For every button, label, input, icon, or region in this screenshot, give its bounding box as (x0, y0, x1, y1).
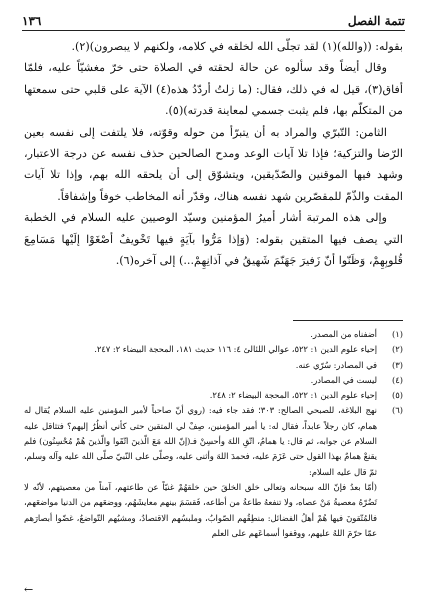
paragraph: الثامن: التّبرّي والمراد به أن يتبرّأ من حوله وقوّته، فلا يلتفت إلى نفسه بعين الرّضا والتزكية؛ فإذا تلا آيات الوعد ومدح الصالحين حذف نفسه عن درجة الاعتبار، وشهد فيها الموقنين والصّدّيقين، ويتشوّق إلى أن يلحقه الله بهم، وإذا تلا آيات المقت والذّمّ للمقصّرين شهد نفسه هناك، وقدّر أنه المخاطب خوفاً وإشفاقاً. (24, 125, 403, 203)
footnote-number: (٣) (392, 359, 403, 370)
footnote-number: (٤) (392, 374, 403, 385)
page-number: ١٣٦ (22, 14, 42, 28)
footnote (24, 327, 403, 342)
footnote-text: ليست في المصادر. (310, 374, 377, 385)
footnote (24, 342, 403, 357)
running-header (22, 10, 405, 31)
footnote-text: أضفناه من المصدر. (310, 329, 377, 339)
footnote-number: (١) (392, 329, 403, 339)
footnote-number: (٢) (392, 344, 403, 355)
footnote-divider (293, 320, 403, 321)
main-text (24, 36, 403, 271)
paragraph: بقوله: ((والله)(١) لقد تجلّى الله لخلقه في كلامه، ولكنهم لا يبصرون)(٢). (71, 40, 403, 53)
footnote-text: نهج البلاغة، للصبحي الصالح: ٣٠٣؛ فقد جاء فيه: (روي أنّ صاحباً لأمير المؤمنين عليه السلام يُقال له همام، كان رجلاً عابداً، فقال له: يا أمير المؤمنين، صِفْ لي المتقين حتى كأني أنظُرُ إليهم؟ فتثاقل عليه السلام عن جوابه، ثم قال: يا همامُ، اتّقِ اللهَ وأحسِنْ فـ(إنّ الله مَعَ الّذينَ اتّقَوا والّذينَ هُمْ مُحْسِنُون) فلم يقنعْ همامٌ بهذا القول حتى عَزَمَ عليه، فحمدَ اللهَ وأثنى عليه، وصلّى على النّبيّ صلّى الله عليه وآله وسلم، ثمّ قال عليه السلام: (24, 405, 377, 477)
footnote-quote: (أمّا بعدُ فإنّ الله سبحانه وتعالى خلق الخلقَ حين خلقهُمْ غنيّاً عن طاعتهم، آمناً من معصيتهم، لأنّه لا تَضُرّهُ معصيةُ مَنْ عصاه، ولا تنفعهُ طاعةُ من أطاعه، فَقسَمَ بينهم معايشَهُم، ووضعَهم من الدنيا مواضعَهم، فالمُتّقونَ فيها هُمْ أهلُ الفضائل: منطِقُهم الصّوابُ، وملبسُهم الاقتصادُ، ومشيُهم التّواضعُ، غضّوا أبصارَهم عمّا حرّمَ اللهُ عليهم، ووقفوا أسماعَهم على العلم (24, 481, 377, 538)
footnote-text: في المصادر: سُرّي عنه. (295, 359, 377, 370)
paragraph: وقال أيضاً وقد سألوه عن حالة لحقته في الصلاة حتى خرّ مغشيّاً عليه، فلمّا أفاق(٣)، قيل له في ذلك، فقال: (ما زلتُ أردّدُ هذه(٤) الآية على قلبي حتى سمعتها من المتكلّم بها، فلم يثبت جسمي لمعاينة قدرته)(٥). (24, 61, 403, 118)
footnotes (24, 320, 403, 541)
footnote (24, 358, 403, 373)
footnote-text: إحياء علوم الدين ١: ٥٢٢، المحجة البيضاء ٢: ٢٤٨. (209, 390, 377, 401)
continuation-arrow-icon: ← (24, 583, 34, 596)
footnote (24, 373, 403, 388)
paragraph: وإلى هذه المرتبة أشار أميرُ المؤمنين وسيّد الوصيين عليه السلام في الخطبة التي يصف فيها المتقين بقوله: (وَإذا مَرُّوا بآيَةٍ فيها تَخْويفٌ أصْغَوْا إلَيْها مَسَامِعَ قُلوبِهِمْ، وَظَنّوا أنّ زَفيرَ جَهَنّمَ شَهيقُ في آذانِهِمْ...) إلى آخره(٦). (24, 211, 403, 268)
footnote-text: إحياء علوم الدين ١: ٥٢٢، عوالي اللئالئ ٤: ١١٦ حديث ١٨١، المحجة البيضاء ٢: ٢٤٧. (94, 344, 377, 355)
chapter-title: تتمة الفصل (347, 14, 405, 28)
footnote-number: (٥) (392, 390, 403, 401)
footnote (24, 403, 403, 479)
footnote (24, 388, 403, 403)
footnote-number: (٦) (392, 405, 403, 416)
